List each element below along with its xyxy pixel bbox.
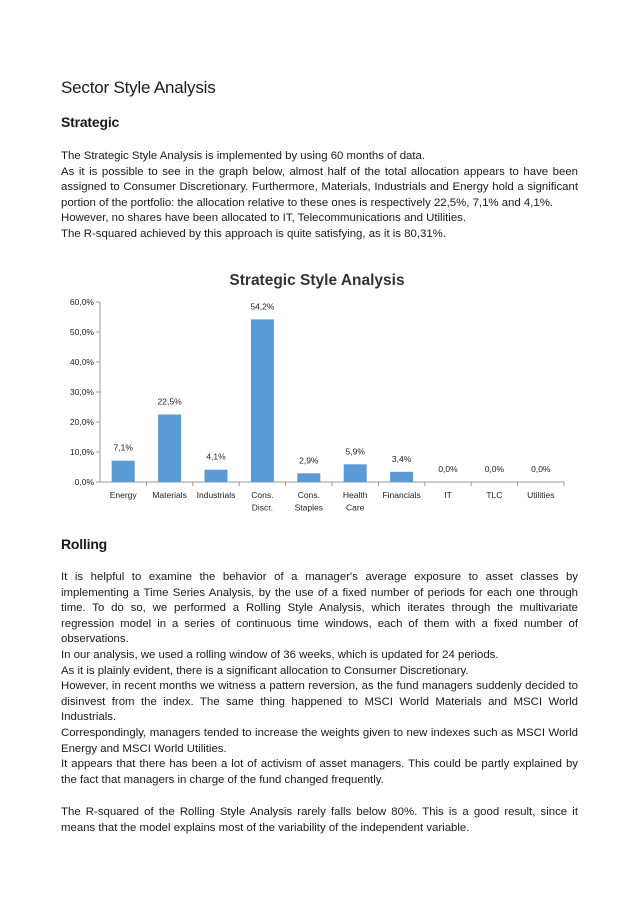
x-tick-label: Energy xyxy=(109,490,137,500)
x-tick-label: Industrials xyxy=(196,490,236,500)
x-tick-label: Cons. xyxy=(251,490,274,500)
data-label: 0,0% xyxy=(438,464,458,474)
rolling-text xyxy=(61,570,578,788)
rolling-paragraph: As it is plainly evident, there is a significant allocation to Consumer Discretionary. xyxy=(61,664,469,677)
data-label: 5,9% xyxy=(345,446,365,457)
chart-canvas xyxy=(52,262,582,524)
bar xyxy=(158,415,181,483)
rolling-paragraph: However, in recent months we witness a pattern reversion, as the fund managers suddenly decided to disinvest from the index. The same thing happened to MSCI World Materials and MSCI World Industrials. xyxy=(61,680,578,724)
y-tick-label: 50,0% xyxy=(69,327,94,337)
data-label: 2,9% xyxy=(299,455,319,466)
section-heading-rolling: Rolling xyxy=(61,536,108,552)
x-tick-label: Financials xyxy=(382,490,421,500)
strategic-paragraph: As it is possible to see in the graph below, almost half of the total allocation appears to have been assigned to Consumer Discretionary. Furthermore, Materials, Industrials and Energy hold a significant portion of the portfolio: the allocation relative to these ones is respectively 22,5%, 7,1% and 4,1%. xyxy=(61,165,578,209)
strategic-paragraph: The Strategic Style Analysis is implemented by using 60 months of data. xyxy=(61,150,426,162)
section-heading-strategic: Strategic xyxy=(61,114,120,130)
strategic-style-chart xyxy=(52,262,582,524)
rolling-paragraph: It is helpful to examine the behavior of a manager's average exposure to asset classes by implementing a Time Series Analysis, by the use of a fixed number of periods for each one through time. To do so, we performed a Rolling Style Analysis, which iterates through the multivariate regression model in a series of continuous time windows, each of them with a fixed number of observations. xyxy=(61,571,578,646)
chart-title: Strategic Style Analysis xyxy=(229,272,405,289)
x-tick-label: Cons. xyxy=(297,490,320,500)
rolling-conclusion xyxy=(61,805,578,836)
x-tick-label: TLC xyxy=(486,490,503,500)
strategic-text xyxy=(61,149,578,243)
data-label: 7,1% xyxy=(113,442,133,453)
bar xyxy=(390,472,413,482)
x-tick-label: Materials xyxy=(152,490,187,500)
x-tick-label: Health xyxy=(342,490,368,500)
data-label: 4,1% xyxy=(206,451,226,462)
x-tick-label: Discr. xyxy=(251,502,274,513)
data-label: 22,5% xyxy=(157,396,182,407)
x-tick-label: Staples xyxy=(294,502,323,513)
data-label: 0,0% xyxy=(531,464,551,474)
strategic-paragraph: The R-squared achieved by this approach is quite satisfying, as it is 80,31%. xyxy=(61,227,446,240)
rolling-paragraph: The R-squared of the Rolling Style Analysis rarely falls below 80%. This is a good result, since it means that the model explains most of the variability of the independent variable. xyxy=(61,806,578,834)
bar xyxy=(344,464,367,482)
y-tick-label: 60,0% xyxy=(69,297,94,307)
rolling-paragraph: In our analysis, we used a rolling window of 36 weeks, which is updated for 24 periods. xyxy=(61,648,499,661)
rolling-paragraph: Correspondingly, managers tended to increase the weights given to new indexes such as MSCI World Energy and MSCI World Utilities. xyxy=(61,726,578,755)
rolling-paragraph: It appears that there has been a lot of activism of asset managers. This could be partly explained by the fact that managers in charge of the fund changed frequently. xyxy=(61,758,578,786)
bar xyxy=(297,473,320,482)
y-tick-label: 30,0% xyxy=(69,387,94,397)
data-label: 54,2% xyxy=(250,301,275,312)
x-tick-label: Utilities xyxy=(527,490,555,500)
data-label: 3,4% xyxy=(391,453,412,464)
y-tick-label: 20,0% xyxy=(69,417,94,427)
x-tick-label: Care xyxy=(345,502,365,513)
y-tick-label: 0,0% xyxy=(74,477,94,487)
bar xyxy=(251,319,274,482)
bar xyxy=(112,461,135,482)
page-title: Sector Style Analysis xyxy=(61,78,216,97)
y-tick-label: 40,0% xyxy=(69,357,94,367)
x-tick-label: IT xyxy=(444,490,452,500)
y-tick-label: 10,0% xyxy=(69,447,94,457)
bar xyxy=(205,470,228,482)
strategic-paragraph: However, no shares have been allocated to IT, Telecommunications and Utilities. xyxy=(61,212,467,225)
data-label: 0,0% xyxy=(484,464,505,474)
